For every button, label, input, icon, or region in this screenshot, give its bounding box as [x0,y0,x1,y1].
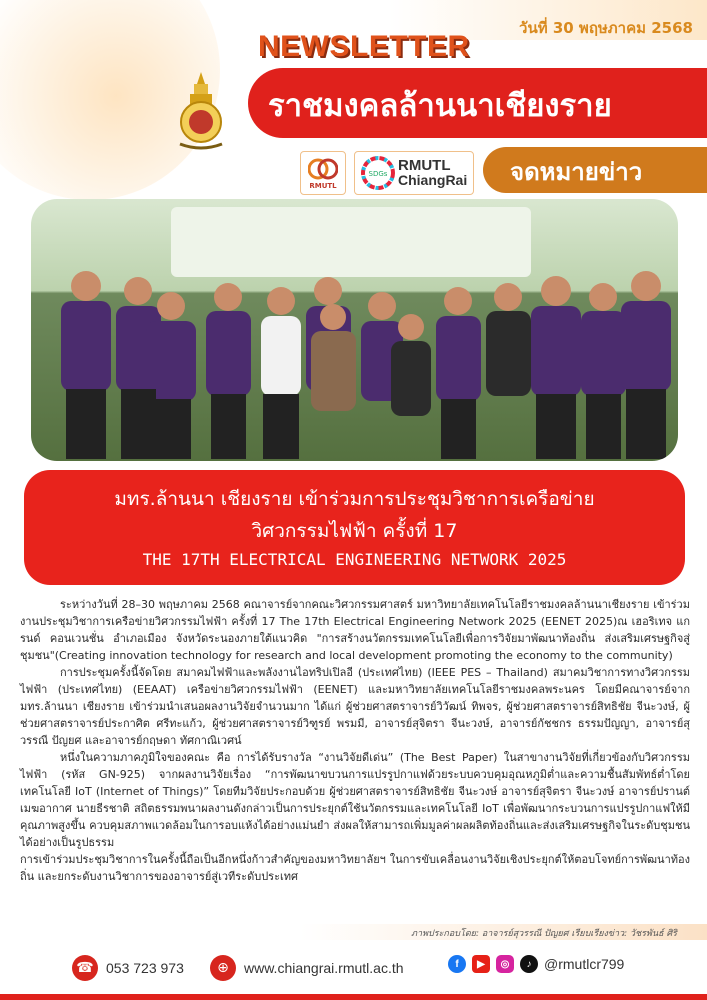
group-people-illustration [31,231,678,461]
sdg-wheel-icon [361,156,395,190]
social-handle: @rmutlcr799 [544,956,625,972]
footer-website[interactable] [210,955,404,981]
tiktok-icon[interactable]: ♪ [520,955,538,973]
sdg-rmutl-chiangrai-logo [354,151,474,195]
footer-bottom-bar [0,994,707,1000]
rmutl-logo [300,151,346,195]
sdg-logo-line1: RMUTL [398,157,451,174]
group-photo [31,199,678,461]
mail-label: จดหมายข่าว [510,158,643,186]
article-paragraph-2: การประชุมครั้งนี้จัดโดย สมาคมไฟฟ้าและพลังงานไอทริปเปิลอี (ประเทศไทย) (IEEE PES – Thailand) สมาคมวิชาการทางวิศวกรรมไฟฟ้า (ประเทศไทย) (EEAAT) เครือข่ายวิศวกรรมไฟฟ้า (EENET) และมหาวิทยาลัยเทคโนโลยีราชมงคลพระนคร โดยมีคณาจารย์จาก มทร.ล้านนา เชียงราย เข้าร่วมนำเสนอผลงานวิจัยจำนวนมาก ได้แก่ ผู้ช่วยศาสตราจารย์วิวัฒน์ ทิพจร, ผู้ช่วยศาสตราจารย์สิทธิชัย จีนะวงษ์, ผู้ช่วยศาสตราจารย์ประกาศิต ศรีทะแก้ว, ผู้ช่วยศาสตราจารย์วิฑูรย์ พรมมี, อาจารย์สุจิตรา จีนะวงษ์, อาจารย์กัชชกร ธรรมปัญญา, อาจารย์สุวรรณี ปัญยศ และอาจารย์กฤษดา ทัศกาณิเวศน์ [20,666,690,747]
sdg-logo-line2: ChiangRai [398,172,468,188]
headline-line2: วิศวกรรมไฟฟ้า ครั้งที่ 17 [251,520,458,542]
university-seal-logo [172,70,230,150]
headline-box [24,470,685,585]
website-url: www.chiangrai.rmutl.ac.th [244,960,404,976]
issue-date: วันที่ 30 พฤษภาคม 2568 [519,19,693,37]
youtube-icon[interactable]: ▶ [472,955,490,973]
photo-credit: ภาพประกอบโดย: อาจารย์สุวรรณี ปัญยศ เรียบเรียงข่าว: วัชรพันธ์ ศิริ [411,929,677,939]
instagram-icon[interactable]: ◎ [496,955,514,973]
article-body [20,596,690,885]
footer-social [448,955,624,973]
facebook-icon[interactable]: f [448,955,466,973]
newsletter-heading: NEWSLETTER [258,30,470,63]
headline-line3-english: THE 17TH ELECTRICAL ENGINEERING NETWORK 2025 [142,550,567,569]
footer-phone[interactable] [72,955,184,981]
phone-icon: ☎ [72,955,98,981]
article-paragraph-3: หนึ่งในความภาคภูมิใจของคณะ คือ การได้รับรางวัล “งานวิจัยดีเด่น” (The Best Paper) ในสาขางานวิจัยที่เกี่ยวข้องกับวิศวกรรมไฟฟ้า (รหัส GN-925) จากผลงานวิจัยเรื่อง “การพัฒนาขบวนการแปรรูปกาแฟด้วยระบบควบคุมอุณหภูมิต่ำและความชื้นสัมพัทธ์ต่ำโดยเทคโนโลยี IoT (Internet of Things)” โดยทีมวิจัยประกอบด้วย ผู้ช่วยศาสตราจารย์สิทธิชัย จีนะวงษ์ อาจารย์สุจิตรา จีนะวงษ์ อาจารย์ปรานต์ เมฆอากาศ นายธีรชาติ สถิตธรรมพนาผลงานดังกล่าวเป็นการประยุกต์ใช้นวัตกรรมและเทคโนโลยี IoT เพื่อพัฒนากระบวนการแปรรูปกาแฟให้มีคุณภาพสูงขึ้น ควบคุมสภาพแวดล้อมในการอบแห้งได้อย่างแม่นยำ ส่งผลให้สามารถเพิ่มมูลค่าผลผลิตท้องถิ่นและส่งเสริมเศรษฐกิจในระดับชุมชนได้อย่างเป็นรูปธรรม [20,751,690,849]
partner-logos [300,150,474,196]
svg-text:SDGs: SDGs [368,170,388,178]
article-paragraph-4: การเข้าร่วมประชุมวิชาการในครั้งนี้ถือเป็นอีกหนึ่งก้าวสำคัญของมหาวิทยาลัยฯ ในการขับเคลื่อนงานวิจัยเชิงประยุกต์ให้ตอบโจทย์การพัฒนาท้องถิ่น และยกระดับงานวิชาการของอาจารย์สู่เวทีระดับประเทศ [20,853,690,883]
org-title: ราชมงคลล้านนาเชียงราย [268,88,612,124]
rmutl-logo-label: RMUTL [309,182,337,190]
article-paragraph-1: ระหว่างวันที่ 28–30 พฤษภาคม 2568 คณาจารย์จากคณะวิศวกรรมศาสตร์ มหาวิทยาลัยเทคโนโลยีราชมงคลล้านนาเชียงราย เข้าร่วมงานประชุมวิชาการเครือข่ายวิศวกรรมไฟฟ้า ครั้งที่ 17 The 17th Electrical Engineering Network 2025 (EENET 2025)ณ เฮอริเทจ แกรนด์ คอนเวนชั่น อำเภอเมือง จังหวัดระนองภายใต้แนวคิด "การสร้างนวัตกรรมเทคโนโลยีเพื่อการวิจัยมาพัฒนาท้องถิ่น ส่งเสริมเศรษฐกิจสู่ชุมชน"(Creating innovation technology for research and local development promoting the economy to the community) [20,598,690,662]
headline-line1: มทร.ล้านนา เชียงราย เข้าร่วมการประชุมวิชาการเครือข่าย [114,488,595,510]
phone-number: 053 723 973 [106,960,184,976]
globe-icon: ⊕ [210,955,236,981]
